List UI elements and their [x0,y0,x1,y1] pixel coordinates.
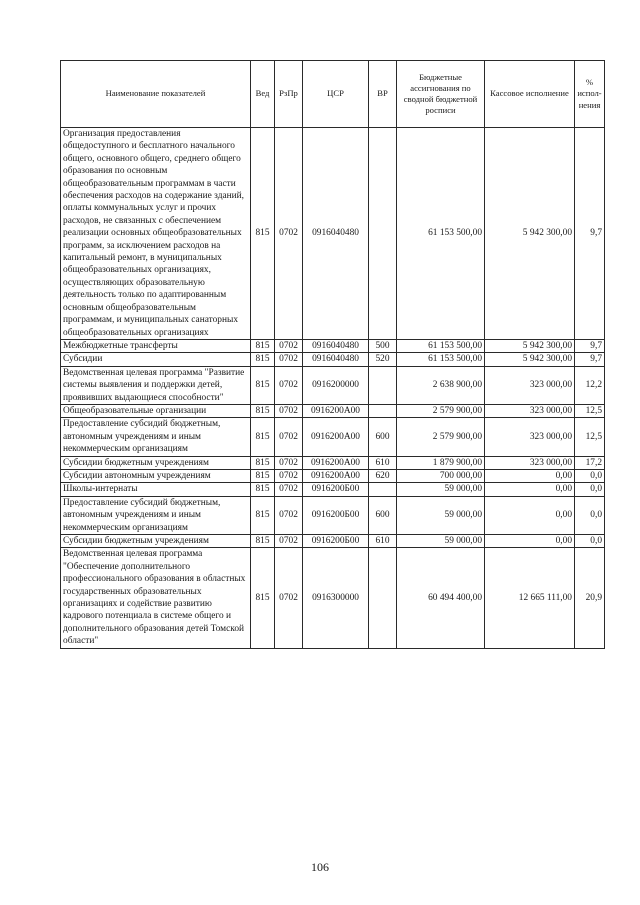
header-csr: ЦСР [303,61,369,128]
row-budget: 2 579 900,00 [397,404,485,417]
row-pct: 12,2 [575,366,605,404]
header-rzpr: РзПр [275,61,303,128]
row-cash: 5 942 300,00 [485,339,575,352]
row-pct: 17,2 [575,456,605,469]
header-cash: Кассовое исполнение [485,61,575,128]
row-budget: 2 638 900,00 [397,366,485,404]
row-name: Общеобразовательные организации [61,404,251,417]
row-ved: 815 [251,456,275,469]
row-ved: 815 [251,418,275,456]
row-rzpr: 0702 [275,404,303,417]
row-cash: 5 942 300,00 [485,128,575,340]
row-name: Межбюджетные трансферты [61,339,251,352]
header-vr: ВР [369,61,397,128]
row-pct: 0,0 [575,483,605,496]
row-vr: 500 [369,339,397,352]
row-cash: 5 942 300,00 [485,353,575,366]
table-row [61,469,605,482]
row-pct: 0,0 [575,496,605,534]
row-ved: 815 [251,548,275,648]
row-csr: 0916040480 [303,128,369,340]
row-pct: 9,7 [575,128,605,340]
table-row [61,418,605,456]
table-row [61,496,605,534]
table-row [61,548,605,648]
row-rzpr: 0702 [275,456,303,469]
row-budget: 59 000,00 [397,483,485,496]
row-cash: 0,00 [485,496,575,534]
row-rzpr: 0702 [275,353,303,366]
row-name: Ведомственная целевая программа "Развитие системы выявления и поддержки детей, проявивших выдающиеся способности" [61,366,251,404]
row-rzpr: 0702 [275,418,303,456]
row-pct: 0,0 [575,469,605,482]
row-cash: 0,00 [485,469,575,482]
row-vr [369,404,397,417]
row-cash: 12 665 111,00 [485,548,575,648]
row-vr: 600 [369,418,397,456]
row-vr: 610 [369,535,397,548]
row-ved: 815 [251,353,275,366]
row-ved: 815 [251,483,275,496]
row-budget: 61 153 500,00 [397,353,485,366]
table-row [61,366,605,404]
header-pct: % испол-нения [575,61,605,128]
row-cash: 0,00 [485,483,575,496]
row-ved: 815 [251,366,275,404]
table-row [61,128,605,340]
row-pct: 9,7 [575,353,605,366]
row-ved: 815 [251,496,275,534]
row-cash: 323 000,00 [485,418,575,456]
row-budget: 59 000,00 [397,496,485,534]
row-csr: 0916300000 [303,548,369,648]
row-cash: 0,00 [485,535,575,548]
header-budget: Бюджетные ассигнования по сводной бюджетной росписи [397,61,485,128]
row-csr: 0916200Б00 [303,535,369,548]
row-rzpr: 0702 [275,548,303,648]
header-name: Наименование показателей [61,61,251,128]
row-rzpr: 0702 [275,496,303,534]
row-name: Субсидии [61,353,251,366]
table-row [61,353,605,366]
row-vr: 520 [369,353,397,366]
row-csr: 0916200А00 [303,418,369,456]
row-rzpr: 0702 [275,339,303,352]
row-vr: 610 [369,456,397,469]
row-ved: 815 [251,339,275,352]
budget-table [60,60,605,649]
row-rzpr: 0702 [275,128,303,340]
table-row [61,404,605,417]
row-ved: 815 [251,404,275,417]
table-row [61,483,605,496]
table-row [61,339,605,352]
row-name: Субсидии автономным учреждениям [61,469,251,482]
row-ved: 815 [251,128,275,340]
row-pct: 12,5 [575,404,605,417]
row-name: Школы-интернаты [61,483,251,496]
row-cash: 323 000,00 [485,366,575,404]
row-budget: 61 153 500,00 [397,339,485,352]
row-ved: 815 [251,469,275,482]
row-cash: 323 000,00 [485,456,575,469]
row-budget: 2 579 900,00 [397,418,485,456]
row-csr: 0916040480 [303,339,369,352]
row-rzpr: 0702 [275,469,303,482]
row-vr [369,548,397,648]
row-csr: 0916200А00 [303,456,369,469]
row-csr: 0916200А00 [303,469,369,482]
row-vr: 620 [369,469,397,482]
row-pct: 0,0 [575,535,605,548]
row-name: Ведомственная целевая программа "Обеспечение дополнительного профессионального образования в областных государственных образовательных организациях и содействие развитию кадрового потенциала в системе общего и дополнительного образования детей Томской области" [61,548,251,648]
row-budget: 59 000,00 [397,535,485,548]
table-header [61,61,605,128]
row-vr [369,128,397,340]
row-csr: 0916200Б00 [303,496,369,534]
header-ved: Вед [251,61,275,128]
row-csr: 0916040480 [303,353,369,366]
row-budget: 700 000,00 [397,469,485,482]
row-name: Предоставление субсидий бюджетным, автономным учреждениям и иным некоммерческим организациям [61,496,251,534]
row-rzpr: 0702 [275,535,303,548]
table-body [61,128,605,649]
row-pct: 12,5 [575,418,605,456]
row-name: Субсидии бюджетным учреждениям [61,456,251,469]
row-csr: 0916200Б00 [303,483,369,496]
row-name: Организация предоставления общедоступного и бесплатного начального общего, основного общего, среднего общего образования по основным общеобразовательным программам в части обеспечения расходов на содержание зданий, оплаты коммунальных услуг и прочих расходов, не связанных с обеспечением реализации основных общеобразовательных программ, за исключением расходов на капитальный ремонт, в муниципальных общеобразовательных организациях, осуществляющих образовательную деятельность только по адаптированным основным общеобразовательным программам, и муниципальных санаторных общеобразовательных организациях [61,128,251,340]
page-number: 106 [311,860,329,874]
row-vr: 600 [369,496,397,534]
row-rzpr: 0702 [275,483,303,496]
row-budget: 1 879 900,00 [397,456,485,469]
row-csr: 0916200А00 [303,404,369,417]
row-vr [369,366,397,404]
row-rzpr: 0702 [275,366,303,404]
row-pct: 20,9 [575,548,605,648]
row-budget: 60 494 400,00 [397,548,485,648]
row-cash: 323 000,00 [485,404,575,417]
row-budget: 61 153 500,00 [397,128,485,340]
row-pct: 9,7 [575,339,605,352]
row-vr [369,483,397,496]
table-row [61,535,605,548]
row-name: Субсидии бюджетным учреждениям [61,535,251,548]
row-name: Предоставление субсидий бюджетным, автономным учреждениям и иным некоммерческим организациям [61,418,251,456]
row-ved: 815 [251,535,275,548]
row-csr: 0916200000 [303,366,369,404]
table-row [61,456,605,469]
